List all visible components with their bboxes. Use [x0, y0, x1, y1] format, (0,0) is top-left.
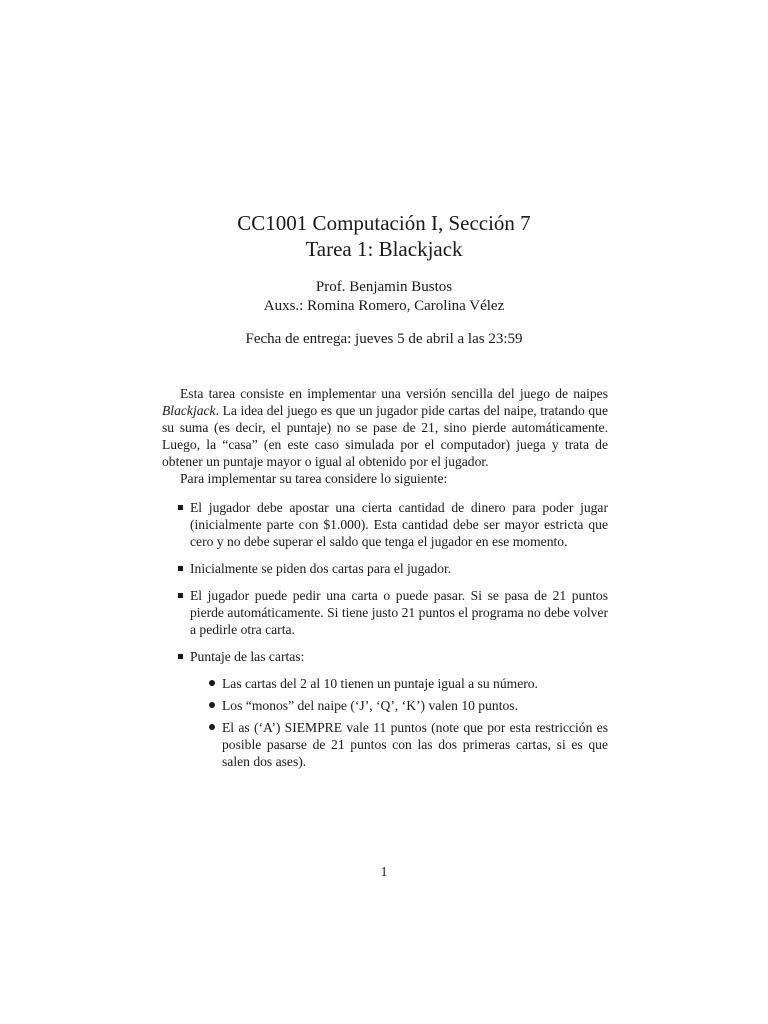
document-body — [162, 385, 608, 780]
round-bullet-icon — [209, 680, 215, 686]
professor-name: Prof. Benjamin Bustos — [315, 279, 453, 295]
square-bullet-icon — [178, 654, 183, 659]
round-bullet-icon — [209, 724, 215, 730]
author-block — [0, 278, 768, 316]
instructions-lead: Para implementar su tarea considere lo siguiente: — [180, 471, 448, 486]
assignment-title: Tarea 1: Blackjack — [305, 237, 463, 261]
title-block — [0, 210, 768, 349]
round-bullet-icon — [209, 702, 215, 708]
game-name-emphasis: Blackjack — [162, 403, 216, 418]
rules-list — [162, 499, 608, 770]
list-item — [190, 719, 608, 770]
rule-text: El jugador puede pedir una carta o puede pasar. Si se pasa de 21 puntos pierde automáticamente. Si tiene justo 21 puntos el programa no debe volver a pedirle otra carta. — [190, 588, 608, 637]
list-item — [162, 560, 608, 577]
square-bullet-icon — [178, 505, 183, 510]
rule-text: Puntaje de las cartas: — [190, 649, 305, 664]
intro-text-start: Esta tarea consiste en implementar una versión sencilla del juego de naipes — [180, 386, 608, 401]
square-bullet-icon — [178, 593, 183, 598]
due-date: Fecha de entrega: jueves 5 de abril a las 23:59 — [245, 331, 523, 347]
list-item — [190, 675, 608, 692]
course-title: CC1001 Computación I, Sección 7 — [237, 211, 531, 235]
intro-paragraph — [162, 385, 608, 470]
list-item — [190, 697, 608, 714]
list-item — [162, 587, 608, 638]
rule-text: El jugador debe apostar una cierta cantidad de dinero para poder jugar (inicialmente parte con $1.000). Esta cantidad debe ser mayor estricta que cero y no debe superar el saldo que tenga el jugador en ese momento. — [190, 500, 608, 549]
score-text: Las cartas del 2 al 10 tienen un puntaje igual a su número. — [222, 676, 538, 691]
rule-text: Inicialmente se piden dos cartas para el jugador. — [190, 561, 452, 576]
score-text: Los “monos” del naipe (‘J’, ‘Q’, ‘K’) valen 10 puntos. — [222, 698, 518, 713]
list-item — [162, 499, 608, 550]
assistant-names: Auxs.: Romina Romero, Carolina Vélez — [263, 298, 505, 314]
card-scores-list — [190, 675, 608, 770]
intro-text-end: . La idea del juego es que un jugador pide cartas del naipe, tratando que su suma (es decir, el puntaje) no se pase de 21, sino pierde automáticamente. Luego, la “casa” (en este caso simulada por el computador) juega y trata de obtener un puntaje mayor o igual al obtenido por el jugador. — [162, 403, 608, 469]
list-item — [162, 648, 608, 770]
page-number: 1 — [380, 864, 388, 879]
square-bullet-icon — [178, 566, 183, 571]
score-text: El as (‘A’) SIEMPRE vale 11 puntos (note que por esta restricción es posible pasarse de 21 puntos con las dos primeras cartas, si es que salen dos ases). — [222, 720, 608, 769]
